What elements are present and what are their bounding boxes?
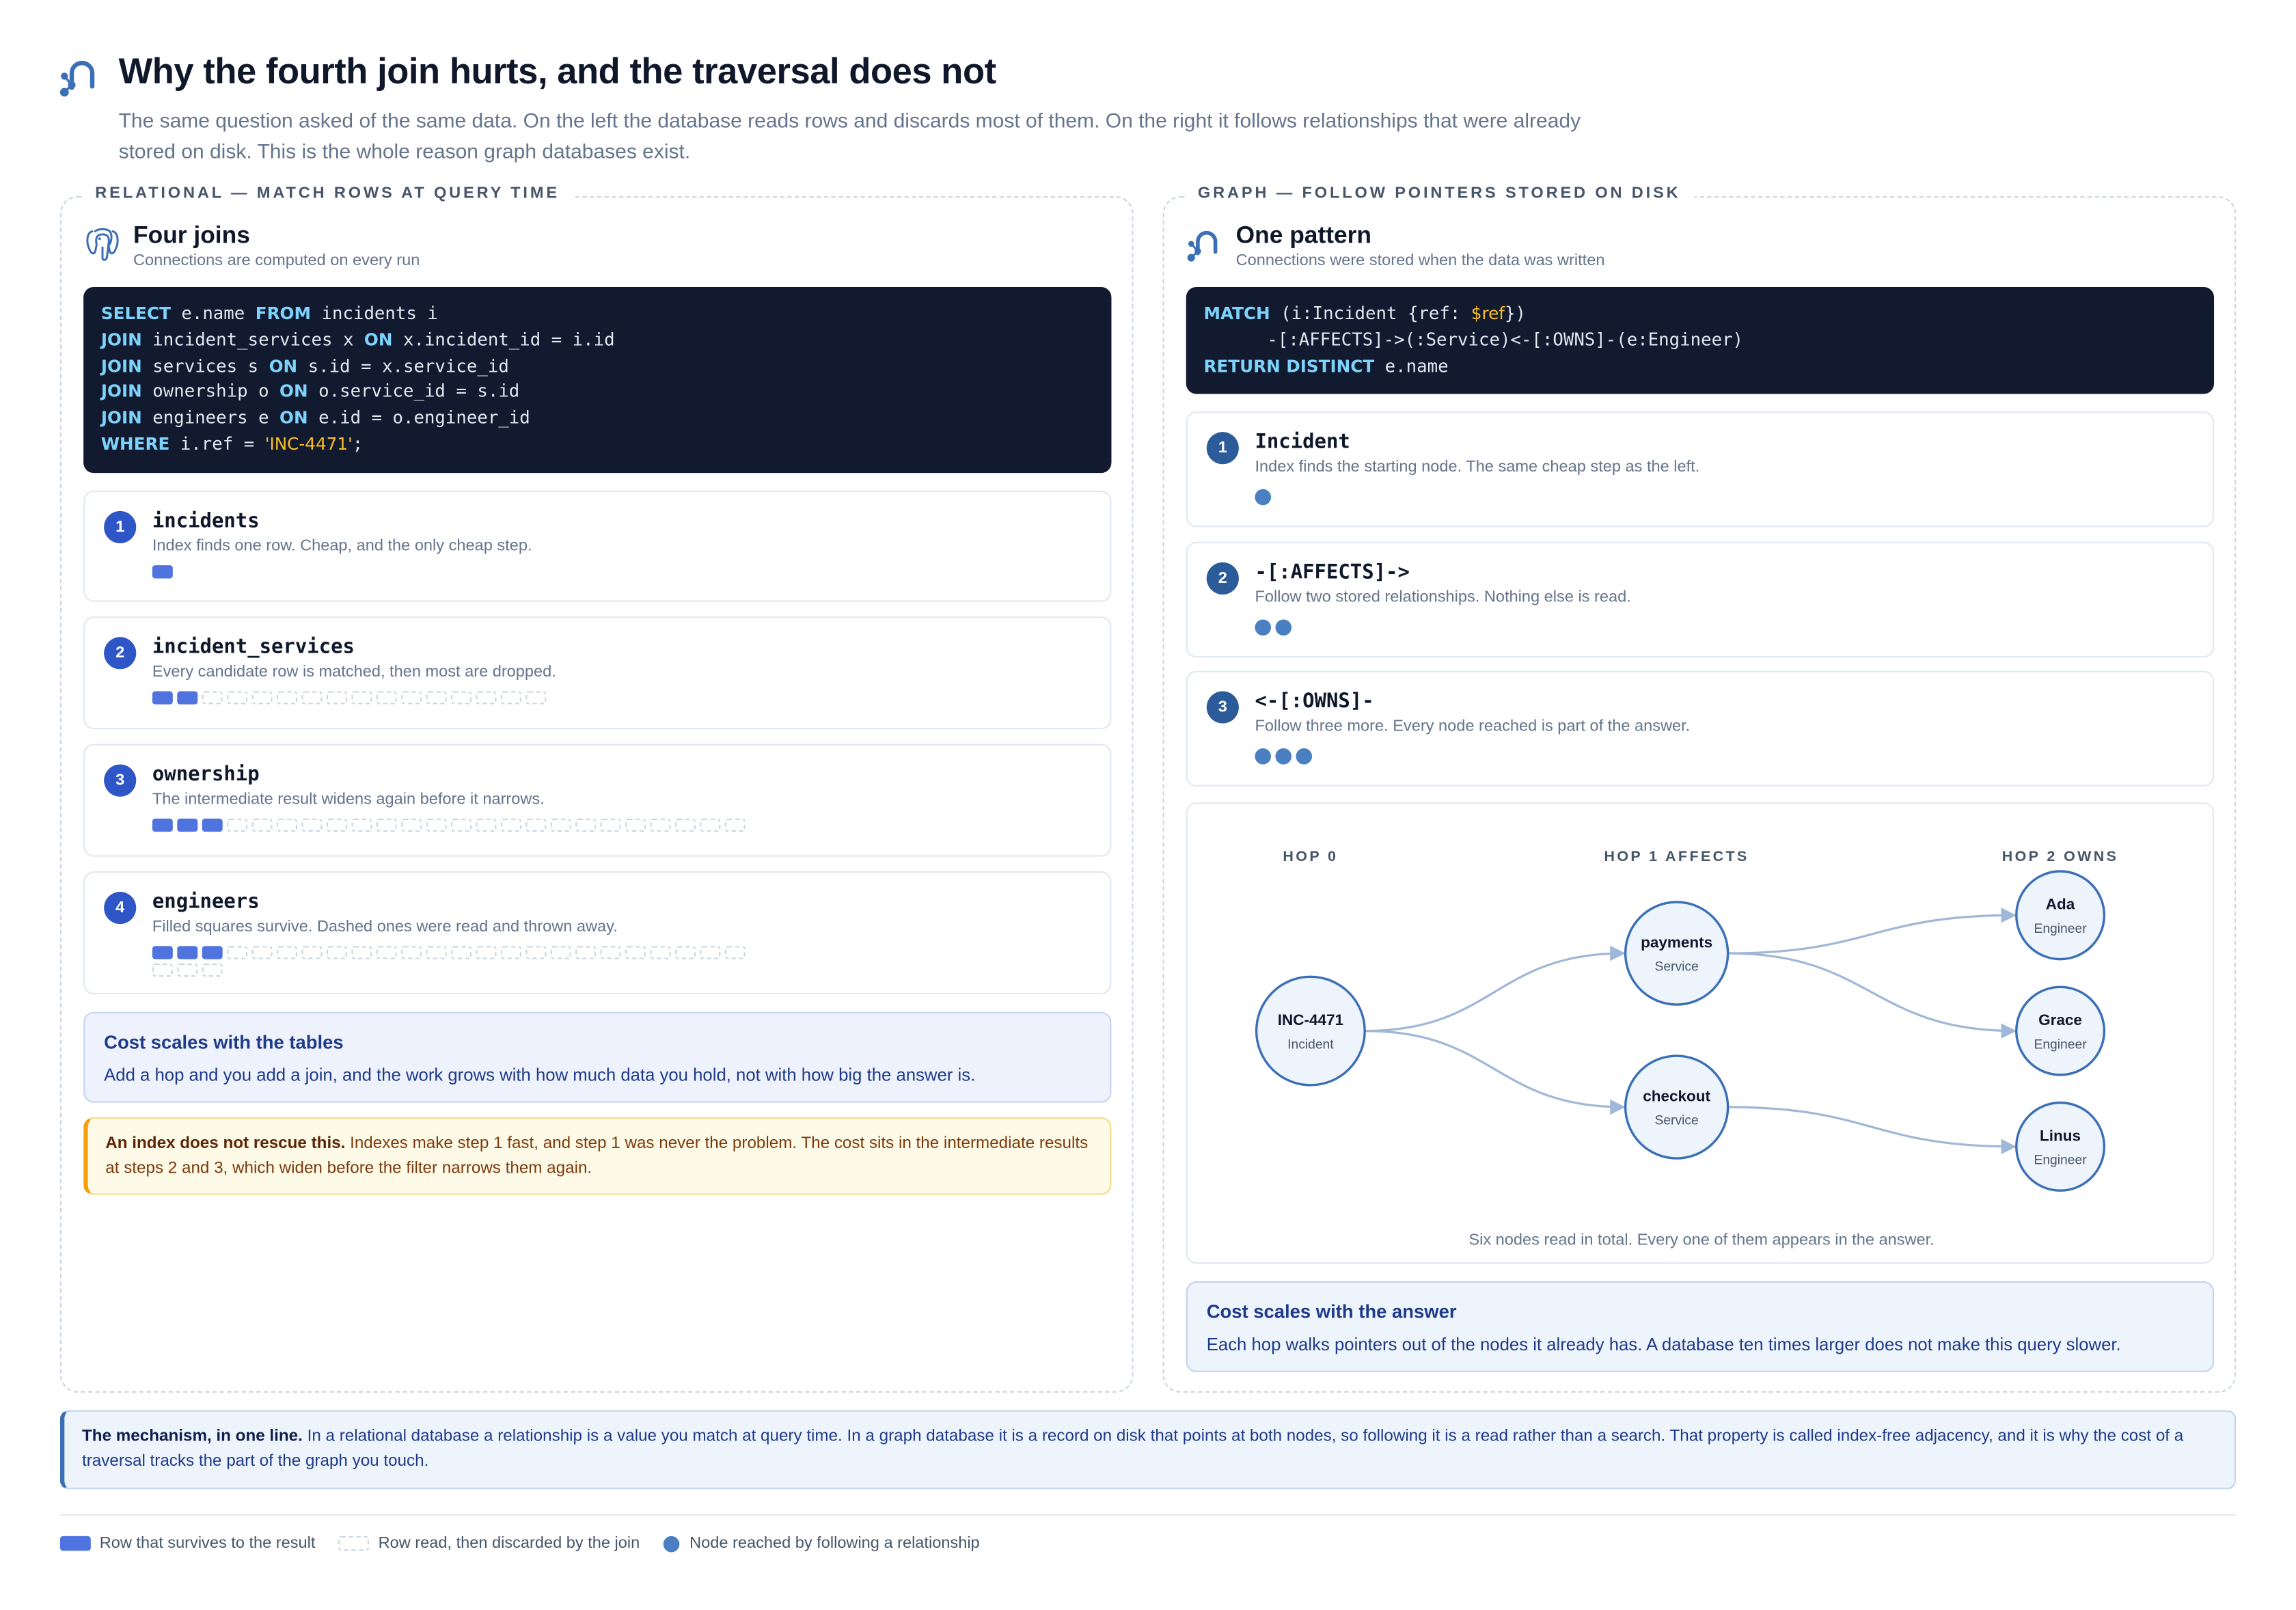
legend: [60, 1535, 1003, 1553]
node-dot: [1275, 748, 1292, 765]
cost-tables-title: Cost scales with the tables: [104, 1031, 344, 1053]
step-description: The intermediate result widens again before it narrows.: [152, 791, 545, 808]
code-string: 'INC-4471': [264, 433, 353, 454]
code-line: [101, 354, 1094, 380]
legend-item-node: [664, 1535, 980, 1553]
dropped-row-square: [725, 946, 746, 959]
step-description: Index finds the starting node. The same cheap step as the left.: [1255, 458, 1700, 476]
row-squares: [152, 819, 753, 832]
relational-panel: [60, 185, 1134, 1393]
code-text: e.name: [1374, 355, 1449, 376]
node-name: INC-4471: [1277, 1011, 1344, 1029]
code-text: ;: [352, 433, 364, 454]
dropped-row-square: [476, 946, 496, 959]
dropped-row-square: [202, 964, 223, 977]
kept-row-square: [152, 819, 173, 832]
code-text: engineers e: [141, 407, 280, 428]
legend-dropped-label: Row read, then discarded by the join: [378, 1534, 640, 1553]
code-keyword: JOIN: [100, 355, 142, 376]
index-warning-callout: [83, 1117, 1111, 1195]
dropped-row-swatch: [339, 1536, 370, 1551]
node-circle: [2017, 1103, 2105, 1191]
node-dots: [1255, 748, 1312, 765]
legend-node-label: Node reached by following a relationship: [689, 1534, 980, 1553]
dropped-row-square: [327, 691, 347, 704]
step-number: 1: [1207, 432, 1239, 464]
graph-panel: [1162, 185, 2236, 1393]
code-keyword: SELECT: [100, 303, 171, 324]
dropped-row-square: [675, 946, 696, 959]
kept-row-square: [177, 946, 197, 959]
graph-caption: Six nodes read in total. Every one of them appears in the answer.: [1468, 1231, 1935, 1249]
graph-node-grace: [2017, 987, 2105, 1075]
dropped-row-square: [152, 964, 173, 977]
step-table-name: incident_services: [152, 636, 355, 659]
cost-answer-title: Cost scales with the answer: [1206, 1300, 1457, 1323]
dropped-row-square: [327, 819, 347, 832]
node-name: Ada: [2045, 895, 2075, 913]
cost-answer-callout: [1186, 1281, 2214, 1372]
step-description: Every candidate row is matched, then most are dropped.: [152, 663, 556, 681]
cost-tables-body: Add a hop and you add a join, and the work grows with how much data you hold, not with how big the answer is.: [104, 1064, 976, 1085]
kept-row-square: [177, 819, 197, 832]
edge-pay-grace: [1728, 953, 2015, 1031]
code-line: [101, 328, 1094, 354]
code-text: incident_services x: [141, 329, 364, 350]
edge-inc-pay: [1365, 953, 1624, 1031]
dropped-row-square: [377, 691, 397, 704]
hop-label: HOP 0: [1283, 848, 1339, 865]
row-squares: [152, 691, 753, 704]
hop-label: HOP 2 OWNS: [2001, 848, 2119, 865]
dropped-row-square: [277, 819, 297, 832]
dropped-row-square: [377, 946, 397, 959]
dropped-row-square: [625, 946, 646, 959]
dropped-row-square: [227, 819, 247, 832]
dropped-row-square: [675, 819, 696, 832]
code-text: s.id = x.service_id: [297, 355, 509, 376]
dropped-row-square: [426, 946, 447, 959]
code-line: [1203, 354, 2196, 380]
code-text: i.ref =: [169, 433, 265, 454]
dropped-row-square: [351, 691, 372, 704]
dropped-row-square: [252, 819, 273, 832]
legend-item-dropped: [339, 1535, 640, 1553]
node-circle: [1626, 902, 1728, 1005]
dropped-row-square: [301, 819, 322, 832]
dropped-row-square: [177, 964, 197, 977]
index-warning-body: Indexes make step 1 fast, and step 1 was never the problem. The cost sits in the intermediate results at steps 2 and 3, which widen before the filter narrows them again.: [105, 1134, 1089, 1177]
node-circle: [2017, 871, 2105, 959]
code-keyword: JOIN: [100, 381, 142, 402]
kept-row-swatch: [60, 1536, 91, 1551]
dropped-row-square: [426, 819, 447, 832]
relational-subtitle: Connections are computed on every run: [133, 251, 420, 270]
code-keyword: FROM: [255, 303, 312, 324]
graph-node-inc: [1257, 977, 1365, 1085]
graph-node-chk: [1626, 1056, 1728, 1158]
step-number: 2: [104, 637, 136, 669]
dropped-row-square: [401, 691, 422, 704]
code-text: ownership o: [141, 381, 280, 402]
node-dots: [1255, 619, 1292, 636]
node-circle: [1626, 1056, 1728, 1158]
step-description: Index finds one row. Cheap, and the only cheap step.: [152, 537, 532, 556]
step-number: 4: [104, 892, 136, 924]
graph-panel-legend: GRAPH — FOLLOW POINTERS STORED ON DISK: [1185, 185, 1694, 202]
dropped-row-square: [476, 691, 496, 704]
traversal-graph: [1186, 802, 2214, 1264]
code-text: e.name: [170, 303, 256, 324]
step-number: 3: [1207, 691, 1239, 723]
relational-panel-legend: RELATIONAL — MATCH ROWS AT QUERY TIME: [82, 185, 573, 202]
dropped-row-square: [501, 946, 521, 959]
dropped-row-square: [575, 946, 596, 959]
graph-hook-icon: [59, 55, 102, 99]
page-title: Why the fourth join hurts, and the traversal does not: [118, 53, 996, 93]
node-type: Engineer: [2034, 1153, 2087, 1168]
dropped-row-square: [700, 946, 720, 959]
node-type: Engineer: [2034, 1037, 2087, 1052]
dropped-row-square: [525, 691, 546, 704]
join-step-4: [83, 871, 1111, 994]
kept-row-square: [152, 691, 173, 704]
row-squares: [152, 565, 753, 578]
mechanism-body: In a relational database a relationship is a value you match at query time. In a graph database it is a record on disk that points at both nodes, so following it is a read rather than a search. That property is called index-free adjacency, and it is why the cost of a traversal tracks the part of the graph you touch.: [82, 1428, 2184, 1471]
node-type: Engineer: [2034, 922, 2087, 937]
dropped-row-square: [525, 946, 546, 959]
kept-row-square: [202, 819, 223, 832]
code-line: [1203, 328, 2196, 354]
dropped-row-square: [451, 819, 472, 832]
dropped-row-square: [202, 691, 223, 704]
node-name: checkout: [1643, 1087, 1711, 1105]
dropped-row-square: [700, 819, 720, 832]
step-description: Filled squares survive. Dashed ones were read and thrown away.: [152, 918, 618, 936]
step-pattern-name: -[:AFFECTS]->: [1255, 560, 1410, 585]
graph-node-pay: [1626, 902, 1728, 1005]
join-step-2: [83, 616, 1111, 729]
step-pattern-name: <-[:OWNS]-: [1255, 690, 1374, 713]
dropped-row-square: [601, 946, 621, 959]
dropped-row-square: [725, 819, 746, 832]
page-subtitle: The same question asked of the same data. On the left the database reads rows and discards most of them. On the right it follows relationships that were already stored on disk. This is the whole reason graph databases exist.: [118, 108, 1581, 163]
code-text: }): [1504, 303, 1526, 324]
dropped-row-square: [277, 946, 297, 959]
dropped-row-square: [625, 819, 646, 832]
dropped-row-square: [551, 819, 571, 832]
hop-step-1: [1186, 411, 2214, 527]
code-text: x.incident_id = i.id: [392, 329, 615, 350]
node-dot: [1275, 619, 1292, 636]
join-step-3: [83, 744, 1111, 857]
code-text: -[:AFFECTS]->(:Service)<-[:OWNS]-(e:Engineer): [1203, 329, 1744, 350]
index-warning-title: An index does not rescue this.: [105, 1134, 346, 1153]
dropped-row-square: [277, 691, 297, 704]
dropped-row-square: [501, 691, 521, 704]
dropped-row-square: [252, 946, 273, 959]
graph-node-ada: [2017, 871, 2105, 959]
code-keyword: ON: [279, 407, 308, 428]
step-number: 3: [104, 765, 136, 797]
dropped-row-square: [301, 946, 322, 959]
legend-kept-label: Row that survives to the result: [99, 1534, 316, 1553]
edge-inc-chk: [1365, 1031, 1624, 1107]
node-dots: [1255, 489, 1271, 506]
hop-step-2: [1186, 542, 2214, 657]
code-text: e.id = o.engineer_id: [308, 407, 530, 428]
dropped-row-square: [401, 819, 422, 832]
node-type: Incident: [1287, 1037, 1334, 1052]
sql-code-block: [83, 287, 1111, 473]
row-squares: [152, 946, 753, 977]
hop-step-3: [1186, 670, 2214, 786]
step-table-name: ownership: [152, 763, 260, 787]
divider: [60, 1514, 2236, 1516]
node-name: payments: [1641, 933, 1713, 951]
node-dot: [1296, 748, 1312, 765]
step-table-name: incidents: [152, 509, 260, 534]
graph-subtitle: Connections were stored when the data was written: [1235, 251, 1605, 270]
dropped-row-square: [525, 819, 546, 832]
step-description: Follow two stored relationships. Nothing else is read.: [1255, 588, 1631, 607]
kept-row-square: [152, 565, 173, 578]
node-dot: [1255, 748, 1271, 765]
code-text: services s: [141, 355, 269, 376]
graph-title: One pattern: [1235, 222, 1372, 249]
dropped-row-square: [501, 819, 521, 832]
step-description: Follow three more. Every node reached is part of the answer.: [1255, 718, 1691, 735]
cost-tables-callout: [83, 1012, 1111, 1103]
node-type: Service: [1654, 1113, 1699, 1128]
step-number: 1: [104, 511, 136, 543]
join-step-1: [83, 491, 1111, 602]
dropped-row-square: [551, 946, 571, 959]
code-keyword: ON: [269, 355, 298, 376]
relational-title: Four joins: [133, 222, 250, 249]
graph-node-linus: [2017, 1103, 2105, 1191]
code-string: $ref: [1471, 303, 1505, 324]
mechanism-callout: [60, 1410, 2236, 1490]
dropped-row-square: [327, 946, 347, 959]
code-text: incidents i: [311, 303, 438, 324]
step-table-name: engineers: [152, 890, 260, 914]
code-keyword: JOIN: [100, 329, 142, 350]
code-keyword: ON: [364, 329, 393, 350]
dropped-row-square: [426, 691, 447, 704]
dropped-row-square: [351, 819, 372, 832]
code-keyword: WHERE: [100, 433, 170, 454]
node-dot: [1255, 489, 1271, 506]
node-dot-swatch: [664, 1536, 680, 1552]
dropped-row-square: [476, 819, 496, 832]
code-keyword: MATCH: [1203, 303, 1270, 324]
node-type: Service: [1654, 959, 1699, 974]
code-line: [101, 380, 1094, 406]
kept-row-square: [152, 946, 173, 959]
dropped-row-square: [650, 946, 670, 959]
code-keyword: RETURN DISTINCT: [1203, 355, 1375, 376]
code-line: [101, 301, 1094, 327]
node-name: Grace: [2038, 1011, 2082, 1029]
code-line: [1203, 301, 2196, 327]
node-circle: [1257, 977, 1365, 1085]
node-name: Linus: [2040, 1127, 2081, 1145]
code-line: [101, 406, 1094, 432]
dropped-row-square: [401, 946, 422, 959]
dropped-row-square: [650, 819, 670, 832]
postgres-elephant-icon: [83, 226, 122, 264]
dropped-row-square: [227, 691, 247, 704]
code-keyword: ON: [279, 381, 308, 402]
node-circle: [2017, 987, 2105, 1075]
code-text: o.service_id = s.id: [308, 381, 520, 402]
kept-row-square: [202, 946, 223, 959]
mechanism-title: The mechanism, in one line.: [82, 1428, 303, 1446]
dropped-row-square: [252, 691, 273, 704]
dropped-row-square: [601, 819, 621, 832]
step-pattern-name: Incident: [1255, 431, 1350, 454]
dropped-row-square: [351, 946, 372, 959]
edge-pay-ada: [1728, 915, 2015, 953]
code-line: [101, 432, 1094, 458]
cypher-code-block: [1186, 287, 2214, 394]
step-number: 2: [1207, 562, 1239, 595]
legend-item-kept: [60, 1535, 316, 1553]
cost-answer-body: Each hop walks pointers out of the nodes it already has. A database ten times larger does not make this query slower.: [1206, 1334, 2121, 1355]
dropped-row-square: [451, 691, 472, 704]
hop-label: HOP 1 AFFECTS: [1604, 848, 1749, 865]
dropped-row-square: [451, 946, 472, 959]
kept-row-square: [177, 691, 197, 704]
dropped-row-square: [301, 691, 322, 704]
graph-hook-icon: [1186, 226, 1225, 264]
code-keyword: JOIN: [100, 407, 142, 428]
code-text: (i:Incident {ref:: [1270, 303, 1471, 324]
node-dot: [1255, 619, 1271, 636]
edge-chk-linus: [1728, 1107, 2015, 1147]
dropped-row-square: [575, 819, 596, 832]
dropped-row-square: [377, 819, 397, 832]
dropped-row-square: [227, 946, 247, 959]
